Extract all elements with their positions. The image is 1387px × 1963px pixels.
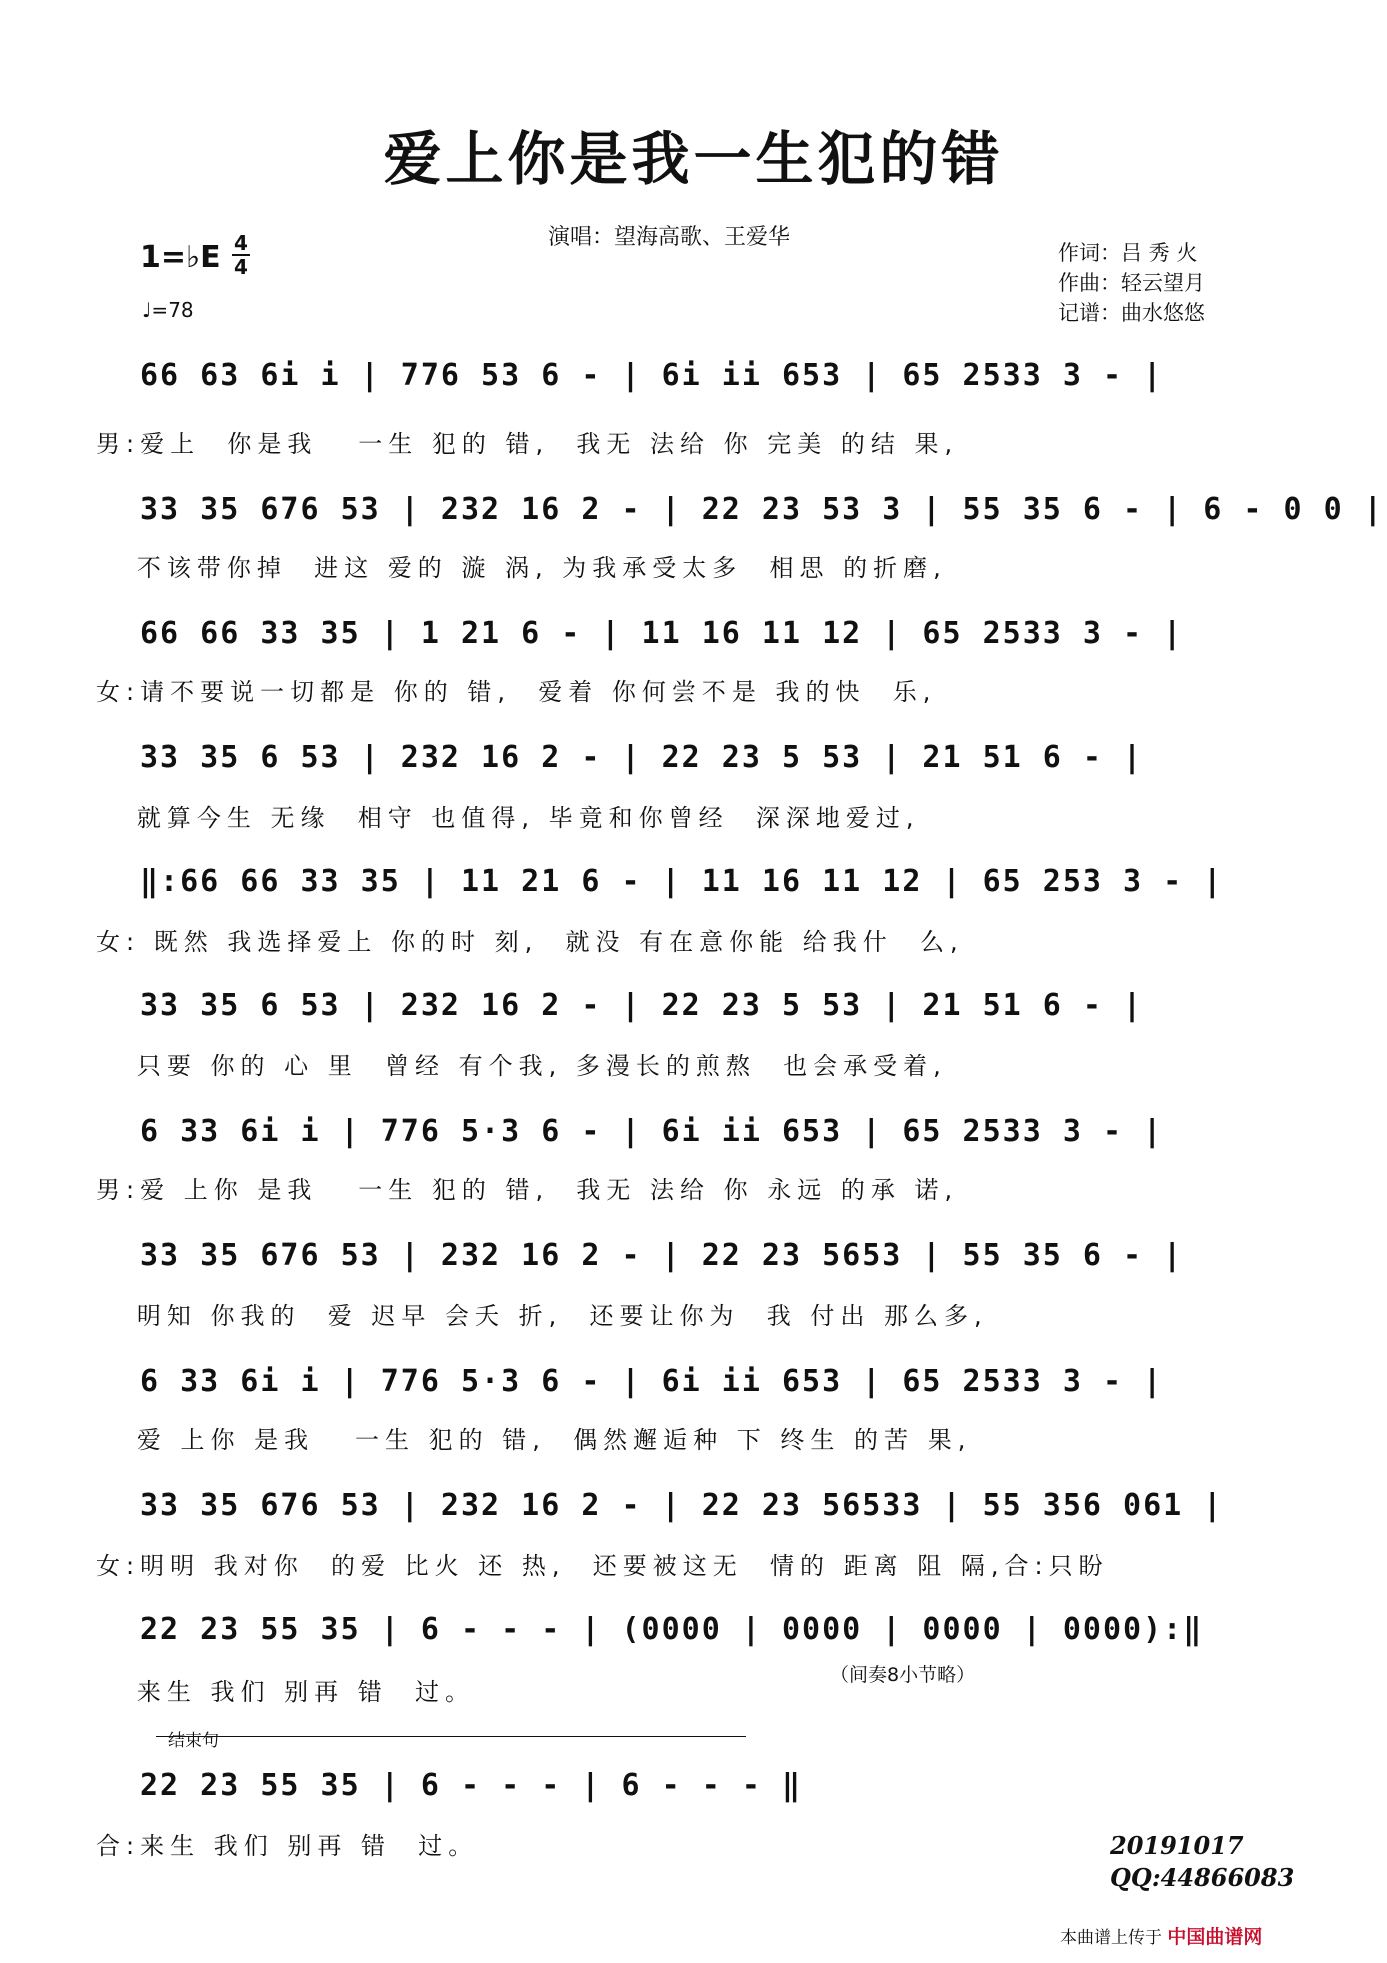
notation-line: 33 35 6 53 | 232 16 2 - | 22 23 5 53 | 21 51 6 - | <box>140 988 1144 1023</box>
lyrics-line: 男:爱 上你 是我 一生 犯的 错, 我无 法给 你 永远 的承 诺, <box>96 1176 959 1204</box>
score-system <box>134 1236 1254 1292</box>
score-system <box>134 986 1254 1042</box>
lyrics-line: 女: 既然 我选择爱上 你的时 刻, 就没 有在意你能 给我什 么, <box>96 928 964 956</box>
key-signature: 1=♭E <box>140 240 221 275</box>
song-title: 爱上你是我一生犯的错 <box>383 125 1004 193</box>
score-system <box>134 1112 1254 1168</box>
score-system <box>134 738 1254 794</box>
score-system <box>134 614 1254 670</box>
notation-line: 33 35 676 53 | 232 16 2 - | 22 23 53 3 | 55 35 6 - | 6 - 0 0 | <box>140 492 1384 527</box>
time-signature <box>232 232 250 278</box>
score-system <box>134 356 1254 412</box>
lyricist: 作词：吕 秀 火 <box>1058 241 1198 265</box>
score-system <box>134 1486 1254 1542</box>
date: 20191017 <box>1110 1831 1244 1860</box>
lyrics-line: 只要 你的 心 里 曾经 有个我, 多漫长的煎熬 也会承受着, <box>96 1052 947 1080</box>
site-footer <box>1060 1922 1262 1949</box>
ending-system <box>134 1766 1254 1822</box>
notation-line: ‖:66 66 33 35 | 11 21 6 - | 11 16 11 12 | 65 253 3 - | <box>140 864 1224 899</box>
notation-line: 22 23 55 35 | 6 - - - | (0000 | 0000 | 0000 | 0000):‖ <box>140 1612 1204 1647</box>
notation-line: 33 35 676 53 | 232 16 2 - | 22 23 56533 | 55 356 061 | <box>140 1488 1224 1523</box>
tempo-marking: ♩=78 <box>142 298 194 322</box>
date-stamp <box>1110 1830 1294 1894</box>
time-sig-bottom: 4 <box>234 255 248 279</box>
composer: 作曲：轻云望月 <box>1058 271 1205 295</box>
time-sig-top: 4 <box>234 231 248 255</box>
transcriber: 记谱：曲水悠悠 <box>1058 301 1205 325</box>
notation-line: 66 66 33 35 | 1 21 6 - | 11 16 11 12 | 65 2533 3 - | <box>140 616 1184 651</box>
score-system <box>134 1362 1254 1418</box>
lyrics-line: 女:请不要说一切都是 你的 错, 爱着 你何尝不是 我的快 乐, <box>96 678 937 706</box>
lyrics-line: 男:爱上 你是我 一生 犯的 错, 我无 法给 你 完美 的结 果, <box>96 430 959 458</box>
score-system <box>134 490 1384 546</box>
notation-line: 33 35 676 53 | 232 16 2 - | 22 23 5653 | 55 35 6 - | <box>140 1238 1184 1273</box>
qq-number: QQ:44866083 <box>1110 1863 1295 1892</box>
upload-text: 本曲谱上传于 <box>1060 1928 1162 1948</box>
singers: 演唱：望海高歌、王爱华 <box>548 225 791 250</box>
interlude-note: （间奏8小节略） <box>830 1664 976 1686</box>
credits <box>1058 238 1205 328</box>
lyrics-line: 女:明明 我对你 的爱 比火 还 热, 还要被这无 情的 距离 阻 隔,合:只盼 <box>96 1552 1109 1580</box>
notation-line: 6 33 6i i | 776 5·3 6 - | 6i ii 653 | 65 2533 3 - | <box>140 1114 1164 1149</box>
lyrics-line: 明知 你我的 爱 迟早 会夭 折, 还要让你为 我 付出 那么多, <box>96 1302 988 1330</box>
notation-line: 66 63 6i i | 776 53 6 - | 6i ii 653 | 65 2533 3 - | <box>140 358 1164 393</box>
ending-label: 结束句 <box>168 1731 219 1751</box>
lyrics-line: 不该带你掉 进这 爱的 漩 涡, 为我承受太多 相思 的折磨, <box>96 554 947 582</box>
lyrics-line: 来生 我们 别再 错 过。 <box>96 1678 476 1706</box>
ending-notation: 22 23 55 35 | 6 - - - | 6 - - - ‖ <box>140 1768 803 1803</box>
notation-line: 33 35 6 53 | 232 16 2 - | 22 23 5 53 | 21 51 6 - | <box>140 740 1144 775</box>
score-system <box>134 862 1254 918</box>
notation-line: 6 33 6i i | 776 5·3 6 - | 6i ii 653 | 65 2533 3 - | <box>140 1364 1164 1399</box>
lyrics-line: 就算今生 无缘 相守 也值得, 毕竟和你曾经 深深地爱过, <box>96 804 920 832</box>
ending-bracket-line <box>156 1736 746 1737</box>
ending-lyrics: 合:来生 我们 别再 错 过。 <box>96 1832 479 1860</box>
site-name: 中国曲谱网 <box>1167 1926 1263 1948</box>
score-system <box>134 1610 1254 1666</box>
lyrics-line: 爱 上你 是我 一生 犯的 错, 偶然邂逅种 下 终生 的苦 果, <box>96 1426 972 1454</box>
